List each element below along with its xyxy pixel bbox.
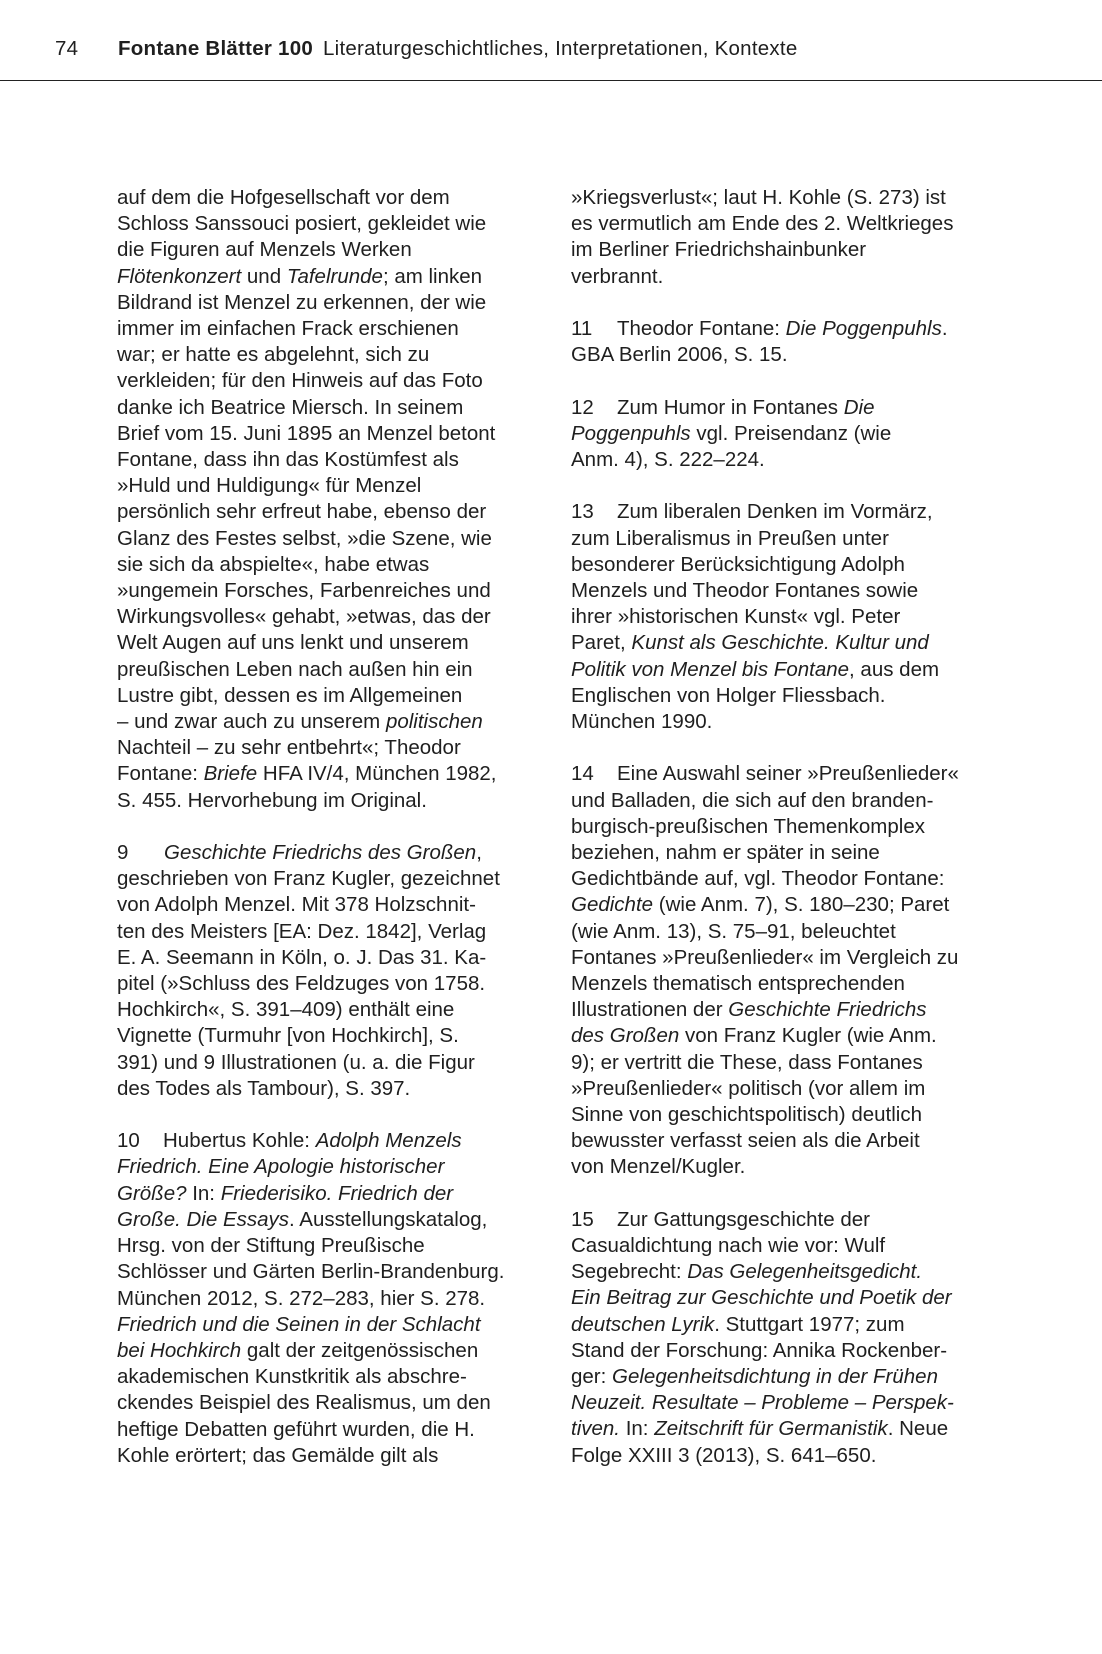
text-line: »Huld und Huldigung« für Menzel <box>117 474 422 498</box>
text-line: 9); er vertritt die These, dass Fontanes <box>571 1050 923 1074</box>
footnote-number: 13 <box>571 500 594 524</box>
text-line: Gedichtbände auf, vgl. Theodor Fontane: <box>571 867 945 891</box>
text-line: Fontanes »Preußenlieder« im Vergleich zu <box>571 945 959 969</box>
text-line: Menzels thematisch entsprechenden <box>571 972 905 996</box>
footnote-10 <box>117 1128 533 1469</box>
text-line: danke ich Beatrice Miersch. In seinem <box>117 395 464 419</box>
footnote-14 <box>571 761 991 1180</box>
italic-title: deutschen Lyrik <box>571 1312 715 1336</box>
text-line <box>571 761 991 787</box>
footnote-9 <box>117 840 533 1102</box>
text-run: Paret, <box>571 631 632 655</box>
text-line: Glanz des Festes selbst, »die Szene, wie <box>117 526 492 550</box>
text-line: E. A. Seemann in Köln, o. J. Das 31. Ka- <box>117 945 487 969</box>
text-line <box>117 1338 533 1364</box>
footnote-number: 10 <box>117 1129 140 1153</box>
footnote-number: 11 <box>571 317 593 340</box>
text-run: Eine Auswahl seiner »Preußenlieder« <box>617 762 959 786</box>
text-line: verkleiden; für den Hinweis auf das Foto <box>117 369 483 393</box>
italic-title: Geschichte Friedrichs des Großen <box>164 841 477 865</box>
italic-title: Das Gelegenheitsgedicht. <box>687 1260 923 1284</box>
text-line: immer im einfachen Frack erschienen <box>117 317 459 341</box>
italic-title: Gedichte <box>571 893 654 917</box>
text-line: besonderer Berücksichtigung Adolph <box>571 552 905 576</box>
text-line: Stand der Forschung: Annika Rockenber- <box>571 1338 948 1362</box>
text-line: burgisch-preußischen Themenkomplex <box>571 814 925 838</box>
italic-title: Die Poggenpuhls <box>785 317 942 340</box>
italic-title: Die <box>843 395 875 419</box>
text-line <box>571 1390 991 1416</box>
italic-title: Größe? <box>117 1181 187 1205</box>
text-line: Hrsg. von der Stiftung Preußische <box>117 1234 425 1258</box>
italic-word: politischen <box>385 710 483 734</box>
text-line: Wirkungsvolles« gehabt, »etwas, das der <box>117 605 491 629</box>
text-line <box>571 657 991 683</box>
text-line <box>571 1312 991 1338</box>
italic-title: Poggenpuhls <box>571 421 691 445</box>
text-line: Brief vom 15. Juni 1895 an Menzel betont <box>117 421 496 445</box>
text-run: Zum liberalen Denken im Vormärz, <box>617 500 933 524</box>
right-column <box>571 185 991 1495</box>
text-line <box>117 1312 533 1338</box>
italic-title: Neuzeit. Resultate – Probleme – Perspek- <box>571 1391 954 1415</box>
text-run: – und zwar auch zu unserem <box>117 710 386 734</box>
header-line <box>55 36 798 62</box>
text-line: ten des Meisters [EA: Dez. 1842], Verlag <box>117 919 487 943</box>
text-line: und Balladen, die sich auf den branden- <box>571 788 934 812</box>
text-line <box>571 1207 991 1233</box>
text-run: ; am linken <box>382 264 483 288</box>
text-run: und <box>241 264 287 288</box>
italic-title: Kunst als Geschichte. Kultur und <box>631 631 929 655</box>
text-line: Menzels und Theodor Fontanes sowie <box>571 579 919 602</box>
text-run: In: <box>620 1417 655 1441</box>
text-line <box>117 1207 533 1233</box>
italic-title: Flötenkonzert <box>117 264 242 288</box>
italic-title: des Großen <box>571 1024 680 1048</box>
text-line <box>117 1154 533 1180</box>
italic-title: bei Hochkirch <box>117 1338 242 1362</box>
text-line: zum Liberalismus in Preußen unter <box>571 526 889 550</box>
text-run: galt der zeitgenössischen <box>241 1338 479 1362</box>
text-line: Fontane, dass ihn das Kostümfest als <box>117 448 459 472</box>
text-run: ger: <box>571 1365 613 1389</box>
text-line <box>571 892 991 918</box>
text-line: heftige Debatten geführt wurden, die H. <box>117 1417 475 1441</box>
text-run: HFA IV/4, München 1982, <box>257 762 497 786</box>
text-line <box>571 421 991 447</box>
text-run: . <box>941 317 948 340</box>
text-line: Lustre gibt, dessen es im Allgemeinen <box>117 683 463 707</box>
text-line: des Todes als Tambour), S. 397. <box>117 1076 411 1100</box>
text-line <box>571 1416 991 1442</box>
text-line: Anm. 4), S. 222–224. <box>571 448 765 471</box>
text-run: , <box>476 841 482 865</box>
footnote-number: 15 <box>571 1207 594 1231</box>
text-line <box>571 395 991 421</box>
text-line: »ungemein Forsches, Farbenreiches und <box>117 579 491 603</box>
text-line <box>117 1128 533 1154</box>
footnote-number: 9 <box>117 841 129 865</box>
text-line: akademischen Kunstkritik als abschre- <box>117 1365 467 1389</box>
text-line: bewusster verfasst seien als die Arbeit <box>571 1129 920 1153</box>
text-line <box>571 1023 991 1049</box>
text-run: Illustrationen der <box>571 998 729 1022</box>
text-line <box>117 1181 533 1207</box>
text-line: ihrer »historischen Kunst« vgl. Peter <box>571 605 901 629</box>
text-line: auf dem die Hofgesellschaft vor dem <box>117 186 450 209</box>
text-run: vgl. Preisendanz (wie <box>690 421 892 445</box>
text-run: von Franz Kugler (wie Anm. <box>679 1024 937 1048</box>
text-line: es vermutlich am Ende des 2. Weltkrieges <box>571 212 954 236</box>
text-line: beziehen, nahm er später in seine <box>571 841 880 865</box>
text-line: Schloss Sanssouci posiert, gekleidet wie <box>117 212 487 236</box>
italic-title: Große. Die Essays <box>117 1207 290 1231</box>
italic-title: Geschichte Friedrichs <box>728 998 927 1022</box>
text-run: . Ausstellungskatalog, <box>289 1207 488 1231</box>
footnote-8-continuation <box>117 185 533 814</box>
text-line: sie sich da abspielte«, habe etwas <box>117 552 430 576</box>
footnote-10-continuation <box>571 185 991 290</box>
text-line: Schlösser und Gärten Berlin-Brandenburg. <box>117 1260 505 1284</box>
page-number: 74 <box>55 37 79 60</box>
italic-title: Politik von Menzel bis Fontane <box>571 657 850 681</box>
footnote-15 <box>571 1207 991 1469</box>
italic-title: Briefe <box>203 762 258 786</box>
italic-title: Tafelrunde <box>286 264 383 288</box>
text-run: Zum Humor in Fontanes <box>617 395 844 419</box>
text-line: Sinne von geschichtspolitisch) deutlich <box>571 1103 922 1127</box>
text-line: ckendes Beispiel des Realismus, um den <box>117 1391 491 1415</box>
footnote-number: 14 <box>571 762 594 786</box>
text-run: Zur Gattungsgeschichte der <box>617 1207 870 1231</box>
text-line: Folge XXIII 3 (2013), S. 641–650. <box>571 1443 877 1467</box>
italic-title: Ein Beitrag zur Geschichte und Poetik der <box>571 1286 952 1310</box>
text-line: Vignette (Turmuhr [von Hochkirch], S. <box>117 1024 459 1048</box>
text-run: Theodor Fontane: <box>617 317 786 340</box>
text-line: (wie Anm. 13), S. 75–91, beleuchtet <box>571 919 896 943</box>
journal-title: Fontane Blätter 100 <box>118 37 313 60</box>
text-line <box>571 1364 991 1390</box>
text-line: pitel (»Schluss des Feldzuges von 1758. <box>117 972 486 996</box>
footnote-13 <box>571 499 991 735</box>
text-line <box>117 709 533 735</box>
text-run: Hubertus Kohle: <box>163 1129 316 1153</box>
text-line: München 2012, S. 272–283, hier S. 278. <box>117 1286 486 1310</box>
footnote-11 <box>571 316 991 368</box>
italic-title: Friedrich und die Seinen in der Schlacht <box>117 1312 481 1336</box>
text-line: verbrannt. <box>571 264 664 288</box>
text-line <box>117 264 533 290</box>
left-column <box>117 185 533 1495</box>
text-line: GBA Berlin 2006, S. 15. <box>571 343 788 367</box>
text-run: In: <box>186 1181 221 1205</box>
running-header <box>0 0 1102 81</box>
text-line <box>117 840 533 866</box>
text-line <box>571 630 991 656</box>
text-line: preußischen Leben nach außen hin ein <box>117 657 473 681</box>
text-line: Kohle erörtert; das Gemälde gilt als <box>117 1443 439 1467</box>
text-line: Casualdichtung nach wie vor: Wulf <box>571 1234 886 1258</box>
text-run: (wie Anm. 7), S. 180–230; Paret <box>653 893 950 917</box>
text-run: , aus dem <box>849 657 940 681</box>
text-line: »Preußenlieder« politisch (vor allem im <box>571 1076 926 1100</box>
italic-title: Gelegenheitsdichtung in der Frühen <box>612 1365 938 1389</box>
text-line <box>571 1259 991 1285</box>
text-line: »Kriegsverlust«; laut H. Kohle (S. 273) ist <box>571 186 946 209</box>
italic-title: Friederisiko. Friedrich der <box>220 1181 454 1205</box>
text-line <box>571 997 991 1023</box>
text-line: war; er hatte es abgelehnt, sich zu <box>117 343 430 367</box>
footnote-12 <box>571 395 991 474</box>
text-line: persönlich sehr erfreut habe, ebenso der <box>117 500 487 524</box>
text-line <box>571 499 991 525</box>
text-run: Segebrecht: <box>571 1260 688 1284</box>
text-line: Englischen von Holger Fliessbach. <box>571 683 886 707</box>
text-line: Welt Augen auf uns lenkt und unserem <box>117 631 469 655</box>
text-line <box>117 761 533 787</box>
footnote-number: 12 <box>571 395 594 419</box>
text-line: von Adolph Menzel. Mit 378 Holzschnit- <box>117 893 476 917</box>
text-run: . Stuttgart 1977; zum <box>714 1312 905 1336</box>
text-line: S. 455. Hervorhebung im Original. <box>117 788 427 812</box>
text-line: die Figuren auf Menzels Werken <box>117 238 412 262</box>
text-line: im Berliner Friedrichshainbunker <box>571 238 867 262</box>
text-run: . Neue <box>887 1417 949 1441</box>
italic-title: Friedrich. Eine Apologie historischer <box>117 1155 445 1179</box>
text-line: Bildrand ist Menzel zu erkennen, der wie <box>117 290 487 314</box>
italic-title: tiven. <box>571 1417 620 1441</box>
text-line: von Menzel/Kugler. <box>571 1155 746 1179</box>
section-title: Literaturgeschichtliches, Interpretationen, Kontexte <box>323 37 798 60</box>
text-line: Hochkirch«, S. 391–409) enthält eine <box>117 998 455 1022</box>
text-line: geschrieben von Franz Kugler, gezeichnet <box>117 867 500 891</box>
text-run: Fontane: <box>117 762 204 786</box>
text-line: Nachteil – zu sehr entbehrt«; Theodor <box>117 736 461 760</box>
text-line: München 1990. <box>571 710 713 734</box>
text-line: 391) und 9 Illustrationen (u. a. die Figur <box>117 1050 475 1074</box>
text-line <box>571 316 991 342</box>
italic-title: Zeitschrift für Germanistik <box>654 1417 888 1441</box>
text-line <box>571 1285 991 1311</box>
italic-title: Adolph Menzels <box>315 1129 462 1153</box>
